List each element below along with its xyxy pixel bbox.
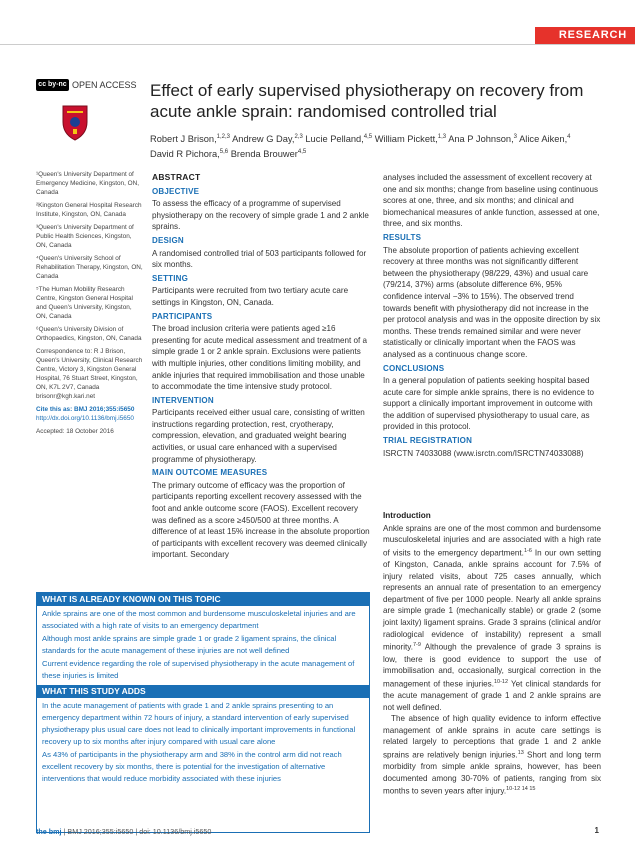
affiliation: ⁵The Human Mobility Research Centre, Kingston General Hospital and Queen's University, Kingston, ON, Canada [36, 286, 133, 320]
author: Alice Aiken, [519, 134, 568, 145]
design-heading: DESIGN [152, 235, 184, 245]
adds-item: In the acute management of patients with grade 1 and 2 ankle sprains presenting to an emergency department within 72 hours of injury, a standard intervention of early supervised physiotherapy plus usual care does not lead to clinically important improvements in functional recovery up to six months after injury compared with usual care alone [42, 701, 356, 746]
introduction-paragraph: Ankle sprains are one of the most common and burdensome musculoskeletal injuries and are associated with a high rate of visits to the emergency department.$^{1-6}$ In our own setting of Kingston, Canada, ankle sprains account for 7.5% of injury related visits, about 725 cases annually, which represents an annual rate of presentation to an emergency department of five per 1000 people. Nearly all ankle sprains are simple grade 1 (mechanically stable) or grade 2 (some joint laxity) ligament sprains. Grade 3 sprains (clinical and/or radiological evidence of instability) represent a small minority.$^{7-9}$ Although the prevalence of grade 3 sprains is low, there is good evidence to support the use of immobilisation and, occasionally, surgical correction in the management of these injuries.$^{10-12}$ Yet clinical standards for the acute management of grade 1 and 2 ankle sprains are not well defined. [383, 523, 602, 712]
registration-heading: TRIAL REGISTRATION [383, 436, 473, 446]
results-heading: RESULTS [383, 232, 422, 242]
affiliation: ¹Queen's University Department of Emergency Medicine, Kingston, ON, Canada [36, 171, 140, 196]
results-text: The absolute proportion of patients achieving excellent recovery at three months was not significantly different between the physiotherapy (98/229, 43%) and usual care (79/214, 37%) arms (absolute difference 6%, 95% confidence interval −3% to 15%). The observed trend towards benefit with physiotherapy did not increase in the per protocol analysis and was in the opposite direction by six months. These trends remained similar and were never statistically or clinically important when the FAOS was analysed as a continuous change score. [383, 245, 601, 359]
known-heading: WHAT IS ALREADY KNOWN ON THIS TOPIC [37, 593, 369, 606]
intervention-text: Participants received either usual care, consisting of written instructions regarding protection, rest, cryotherapy, compression, elevation, and graduated weight bearing activities, or usual care enhanced with a supervised programme of physiotherapy. [152, 408, 365, 464]
affiliation: ³Queen's University Department of Public Health Sciences, Kingston, ON, Canada [36, 224, 134, 249]
author-affiliation-marker: 4 [567, 134, 571, 140]
author-affiliation-marker: 4,5 [363, 134, 373, 140]
participants-text: The broad inclusion criteria were patients aged ≥16 presenting for acute medical assessment and treatment of a simple grade 1 or 2 ankle sprain. Exclusions were patients with multiple injuries, other conditions limiting mobility, and ankle injuries that required immobilisation and those unable to accommodate the time intensive study protocol. [152, 324, 368, 392]
author: Andrew G Day, [232, 134, 295, 145]
footer-citation: the bmj | BMJ 2016;355:i5650 | doi: 10.1136/bmj.i5650 [36, 827, 212, 836]
section-tag: RESEARCH [535, 27, 635, 44]
author-affiliation-marker: 2,3 [294, 134, 303, 140]
intervention-heading: INTERVENTION [152, 395, 214, 405]
author-affiliation-marker: 1,3 [437, 134, 447, 140]
setting-heading: SETTING [152, 273, 189, 283]
adds-item: As 43% of participants in the physiotherapy arm and 38% in the control arm did not reach excellent recovery by six months, there is potential for the investigation of alternative interventions that would reduce morbidity associated with these injuries [42, 750, 342, 783]
conclusions-heading: CONCLUSIONS [383, 363, 445, 373]
affiliations-sidebar [36, 170, 144, 440]
introduction-section [383, 510, 601, 798]
page-number: 1 [594, 826, 599, 835]
author: William Pickett, [374, 134, 438, 145]
author: Robert J Brison, [150, 134, 217, 145]
summary-box [36, 592, 370, 833]
author: Brenda Brouwer [230, 149, 298, 160]
creative-commons-badge: cc by-nc [36, 79, 69, 91]
outcome-text: The primary outcome of efficacy was the proportion of participants reporting excellent recovery assessed with the foot and ankle outcome score (FAOS). Excellent recovery was defined as a score ≥450/500 at three months. A difference of at least 15% increase in the absolute proportion of participants with excellent recovery was deemed clinically important. Secondary [152, 480, 370, 560]
header-rule [0, 44, 635, 45]
author: Ana P Johnson, [448, 134, 514, 145]
participants-heading: PARTICIPANTS [152, 311, 213, 321]
introduction-paragraph: The absence of high quality evidence to inform effective management of ankle sprains in acute care settings is related largely to perceptions that grade 1 and 2 ankle sprains are relatively benign injuries.$^{13}$ Short and long term morbidity from simple ankle sprains, however, has been documented among 30-70% of patients, ranging from six months to seven years after injury.$^{10-12 14 15}$ [383, 714, 601, 797]
conclusions-text: In a general population of patients seeking hospital based acute care for simple ankle sprains, there is no evidence to support a clinically important improvement in outcome with the addition of supervised physiotherapy to usual care, as provided in this protocol. [383, 376, 594, 432]
design-text: A randomised controlled trial of 503 participants followed for six months. [152, 248, 367, 270]
abstract-column-right [383, 172, 601, 461]
outcome-text-continued: analyses included the assessment of excellent recovery at one and six months; change from baseline using continuous scores at one, three, and six months; and clinical and biomechanical measures of ankle function, assessed at one, three, and six months. [383, 173, 600, 229]
affiliation: ⁶Queen's University Division of Orthopaedics, Kingston, ON, Canada [36, 326, 142, 342]
affiliation: ⁴Queen's University School of Rehabilitation Therapy, Kingston, ON, Canada [36, 255, 143, 280]
objective-heading: OBJECTIVE [152, 186, 200, 196]
author-affiliation-marker: 1,2,3 [216, 134, 231, 140]
affiliation: ²Kingston General Hospital Research Institute, Kingston, ON, Canada [36, 202, 142, 218]
doi-link[interactable]: http://dx.doi.org/10.1136/bmj.i5650 [36, 415, 134, 422]
author-list [150, 131, 605, 161]
introduction-heading: Introduction [383, 511, 431, 520]
known-item: Although most ankle sprains are simple grade 1 or grade 2 ligament sprains, the clinical standards for the acute management of these injuries are not well defined [42, 634, 337, 655]
abstract-column-left [152, 172, 370, 563]
outcome-heading: MAIN OUTCOME MEASURES [152, 468, 268, 478]
objective-text: To assess the efficacy of a programme of supervised physiotherapy on the recovery of simple grade 1 and 2 ankle sprains. [152, 199, 369, 232]
article-title: Effect of early supervised physiotherapy on recovery from acute ankle sprain: randomised controlled trial [150, 81, 584, 121]
registration-text: ISRCTN 74033088 (www.isrctn.com/ISRCTN74033088) [383, 448, 584, 458]
accepted-date: Accepted: 18 October 2016 [36, 428, 114, 435]
setting-text: Participants were recruited from two tertiary acute care settings in Kingston, ON, Canada. [152, 286, 349, 307]
open-access-label: OPEN ACCESS [72, 80, 137, 90]
author: Lucie Pelland, [305, 134, 364, 145]
journal-logo: the bmj [36, 827, 62, 836]
author-affiliation-marker: 4,5 [297, 149, 307, 156]
known-item: Current evidence regarding the role of supervised physiotherapy in the acute management of these injuries is limited [42, 659, 355, 680]
author-affiliation-marker: 5,6 [219, 149, 229, 156]
university-crest-icon [60, 104, 90, 144]
correspondence: Correspondence to: R J Brison, Queen's University, Clinical Research Centre, Victory 3, Kingston General Hospital, 76 Stuart Street, Kingston, ON, K7L 2V7, Canada brisonr@kgh.kari.net [36, 348, 143, 400]
cite-label: Cite this as: BMJ 2016;355:i5650 [36, 406, 135, 413]
known-item: Ankle sprains are one of the most common and burdensome musculoskeletal injuries and are associated with a high rate of visits to an emergency department [42, 609, 356, 630]
adds-heading: WHAT THIS STUDY ADDS [37, 685, 369, 698]
author: David R Pichora, [150, 149, 220, 160]
abstract-heading: ABSTRACT [152, 172, 201, 182]
author-affiliation-marker: 3 [513, 134, 518, 140]
